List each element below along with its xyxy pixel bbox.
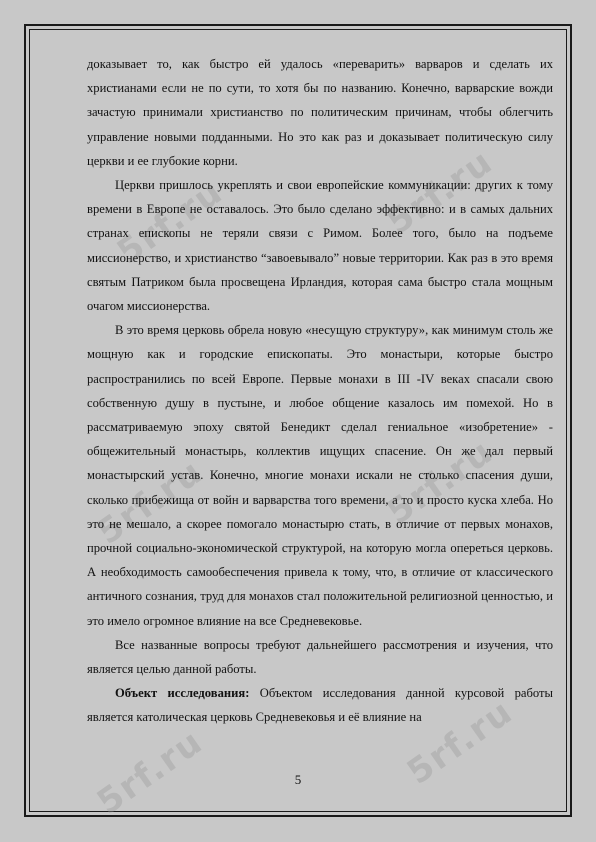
object-text: Объектом исследования данной курсовой работы является католическая церковь Средневековья и её влияние на — [87, 686, 553, 725]
paragraph: доказывает то, как быстро ей удалось «переварить» варваров и сделать их христианами если не по сути, то хотя бы по названию. Конечно, варварские вожди зачастую принимали христианство по политическим причинам, чтобы облегчить управление новыми подданными. Но это как раз и доказывает политическую силу церкви и ее глубокие корни. — [87, 57, 553, 168]
object-heading: Объект исследования: — [115, 686, 250, 701]
watermark-text: 5rf.ru — [380, 141, 501, 243]
watermark-text: 5rf.ru — [90, 721, 211, 823]
paragraph: В это время церковь обрела новую «несущую структуру», как минимум столь же мощную как и городские епископаты. Это монастыри, которые быстро распространились по всей Европе. Первые монахи в III -IV веках спасали свою собственную душу в пустыне, и любое общение казалось им помехой. Но в рассматриваемую эпоху святой Бенедикт сделал гениальное «изобретение» - общежительный монастырь, коллектив ищущих спасение. Он же дал первый монастырский устав. Конечно, многие монахи искали не столько спасения души, сколько прибежища от войн и варварства того времени, а то и просто куска хлеба. Но это не мешало, а скорее помогало монастырю стать, в отличие от первых монахов, прочной социально-экономической структурой, на которую могла опереться церковь. А необходимость самообеспечения привела к тому, что, в отличие от классического античного сознания, труд для монахов стал положительной религиозной ценностью, и это имело огромное влияние на все Средневековье. — [87, 323, 553, 628]
paragraph: Церкви пришлось укреплять и свои европейские коммуникации: других к тому времени в Европе не оставалось. Это было сделано эффективно: и в самых дальних странах епископы не теряли связи с Римом. Более того, было на подъеме миссионерство, и христианство “завоевывало” новые территории. Как раз в это время святым Патриком была просвещена Ирландия, которая сама быстро стала мощным очагом миссионерства. — [87, 178, 553, 314]
document-body — [87, 52, 553, 730]
watermark-text: 5rf.ru — [90, 451, 211, 553]
watermark-text: 5rf.ru — [110, 171, 231, 273]
paragraph-object — [87, 681, 553, 729]
watermark-text: 5rf.ru — [400, 691, 521, 793]
page-number: 5 — [294, 772, 302, 787]
watermark-text: 5rf.ru — [380, 431, 501, 533]
paragraph: Все названные вопросы требуют дальнейшего рассмотрения и изучения, что является целью данной работы. — [87, 637, 553, 677]
